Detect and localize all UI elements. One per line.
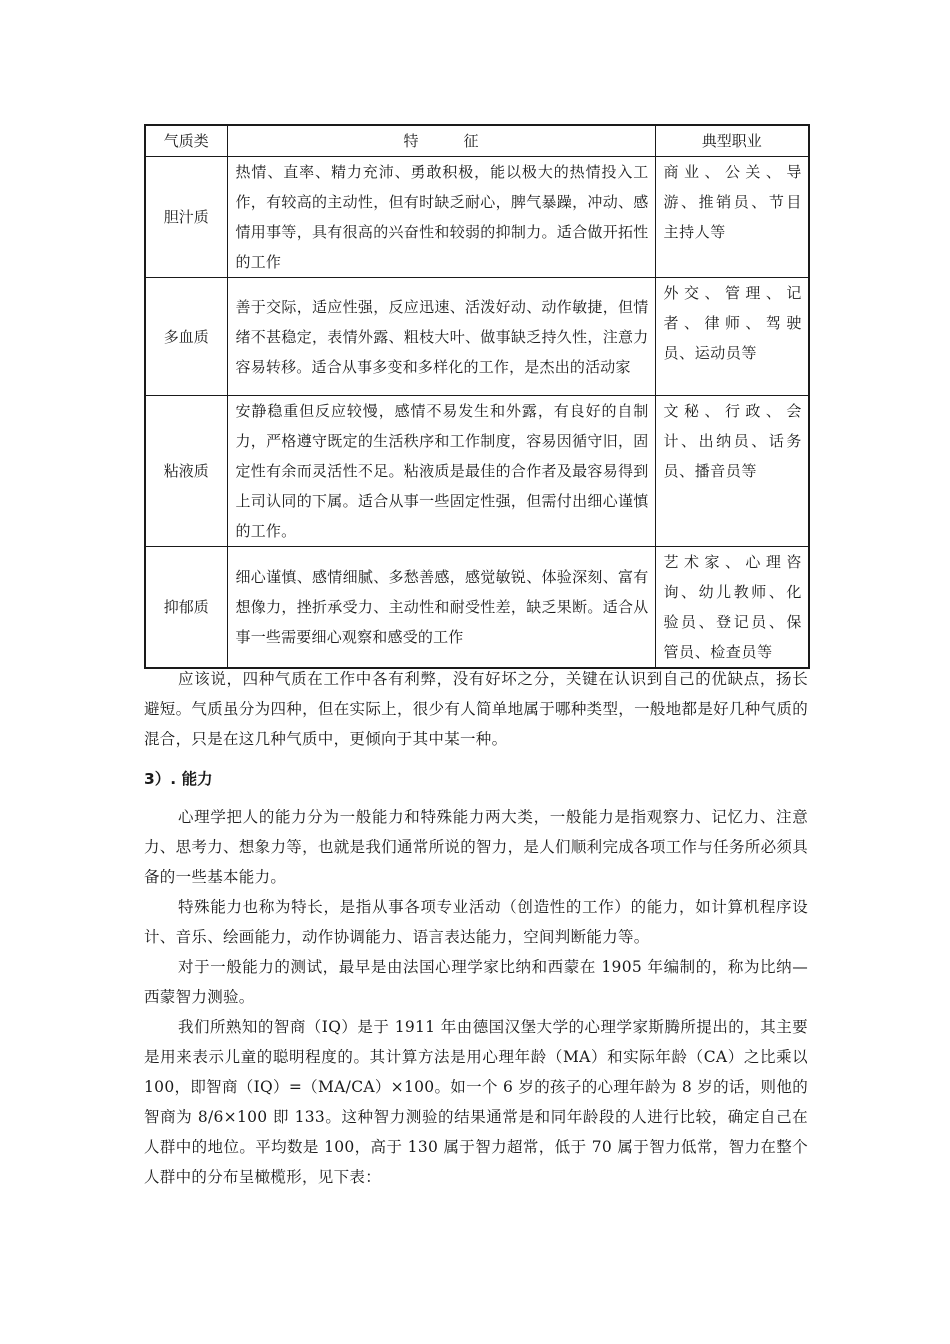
type-cell: 粘液质 <box>145 396 227 547</box>
header-jobs: 典型职业 <box>655 125 809 157</box>
table-row <box>145 547 809 669</box>
type-cell: 抑郁质 <box>145 547 227 669</box>
jobs-cell: 文秘、行政、会计、出纳员、话务员、播音员等 <box>655 396 809 547</box>
paragraph: 我们所熟知的智商（IQ）是于 1911 年由德国汉堡大学的心理学家斯腾所提出的，其主要是用来表示儿童的聪明程度的。其计算方法是用心理年龄（MA）和实际年龄（CA）之比乘以 100，即智商（IQ）=（MA/CA）×100。如一个 6 岁的孩子的心理年龄为 8 岁的话，则他的智商为 8/6×100 即 133。这种智力测验的结果通常是和同年龄段的人进行比较，确定自己在人群中的地位。平均数是 100，高于 130 属于智力超常，低于 70 属于智力低常，智力在整个人群中的分布呈橄榄形，见下表： <box>144 1018 808 1186</box>
table-row <box>145 157 809 278</box>
table-row <box>145 396 809 547</box>
header-features: 特 征 <box>227 125 655 157</box>
type-cell: 多血质 <box>145 278 227 396</box>
header-type: 气质类 <box>145 125 227 157</box>
paragraph: 特殊能力也称为特长，是指从事各项专业活动（创造性的工作）的能力，如计算机程序设计、音乐、绘画能力，动作协调能力、语言表达能力，空间判断能力等。 <box>144 898 808 946</box>
section-heading: 3）. 能力 <box>144 770 213 788</box>
ability-paragraphs <box>144 802 808 1192</box>
summary-paragraph: 应该说，四种气质在工作中各有利弊，没有好坏之分，关键在认识到自己的优缺点，扬长避短。气质虽分为四种，但在实际上，很少有人简单地属于哪种类型，一般地都是好几种气质的混合，只是在这几种气质中，更倾向于其中某一种。 <box>144 670 808 748</box>
features-cell: 细心谨慎、感情细腻、多愁善感，感觉敏锐、体验深刻、富有想像力，挫折承受力、主动性和耐受性差，缺乏果断。适合从事一些需要细心观察和感受的工作 <box>227 547 655 669</box>
jobs-cell: 外交、管理、记者、律师、驾驶员、运动员等 <box>655 278 809 396</box>
paragraph: 心理学把人的能力分为一般能力和特殊能力两大类，一般能力是指观察力、记忆力、注意力、思考力、想象力等，也就是我们通常所说的智力，是人们顺利完成各项工作与任务所必须具备的一些基本能力。 <box>144 808 808 886</box>
type-cell: 胆汁质 <box>145 157 227 278</box>
summary-paragraph-block <box>144 664 808 754</box>
jobs-cell: 商业、公关、导游、推销员、节目主持人等 <box>655 157 809 278</box>
table-row <box>145 278 809 396</box>
features-cell: 热情、直率、精力充沛、勇敢积极，能以极大的热情投入工作，有较高的主动性，但有时缺乏耐心，脾气暴躁，冲动、感情用事等，具有很高的兴奋性和较弱的抑制力。适合做开拓性的工作 <box>227 157 655 278</box>
features-cell: 善于交际，适应性强，反应迅速、活泼好动、动作敏捷，但情绪不甚稳定，表情外露、粗枝大叶、做事缺乏持久性，注意力容易转移。适合从事多变和多样化的工作，是杰出的活动家 <box>227 278 655 396</box>
features-cell: 安静稳重但反应较慢，感情不易发生和外露，有良好的自制力，严格遵守既定的生活秩序和工作制度，容易因循守旧，固定性有余而灵活性不足。粘液质是最佳的合作者及最容易得到上司认同的下属。适合从事一些固定性强，但需付出细心谨慎的工作。 <box>227 396 655 547</box>
paragraph: 对于一般能力的测试，最早是由法国心理学家比纳和西蒙在 1905 年编制的，称为比纳—西蒙智力测验。 <box>144 958 808 1006</box>
temperament-table <box>144 124 810 669</box>
table-header-row <box>145 125 809 157</box>
jobs-cell: 艺术家、心理咨询、幼儿教师、化验员、登记员、保管员、检查员等 <box>655 547 809 669</box>
